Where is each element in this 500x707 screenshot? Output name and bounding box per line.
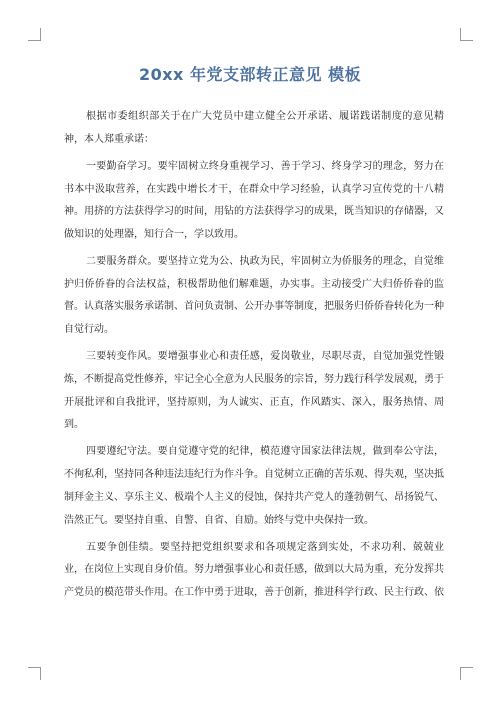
paragraph-discipline: 四要遵纪守法。要自觉遵守党的纪律，模范遵守国家法律法规，做到奉公守法，不徇私利，坚持同各种违法违纪行为作斗争。自觉树立正确的苦乐观、得失观，坚决抵制拜金主义、享乐主义、极端个人主义的侵蚀，保持共产党人的蓬勃朝气、昂扬锐气、浩然正气。要坚持自重、自警、自省、自励。始终与党中央保持一致。 <box>64 446 444 526</box>
crop-mark-top-right <box>460 28 473 41</box>
crop-mark-top-left <box>28 28 41 41</box>
document-title: 20xx 年党支部转正意见 模板 <box>138 65 362 84</box>
paragraph-intro: 根据市委组织部关于在广大党员中建立健全公开承诺、履诺践诺制度的意见精神，本人郑重承诺： <box>64 111 444 145</box>
crop-mark-bottom-right <box>460 667 473 680</box>
paragraph-change-style: 三要转变作风。要增强事业心和责任感，爱岗敬业，尽职尽责，自觉加强党性锻炼，不断提高党性修养，牢记全心全意为人民服务的宗旨，努力践行科学发展观，勇于开展批评和自我批评，坚持原则，为人诚实、正直，作风踏实、深入，服务热情、周到。 <box>64 351 444 431</box>
crop-mark-bottom-left <box>28 667 41 680</box>
paragraph-study: 一要勤奋学习。要牢固树立终身重视学习、善于学习、终身学习的理念，努力在书本中汲取营养，在实践中增长才干，在群众中学习经验，认真学习宣传党的十八精神。用挤的方法获得学习的时间，用钻的方法获得学习的成果，既当知识的存储器，又做知识的处理器，知行合一，学以致用。 <box>64 160 444 240</box>
paragraph-achievements: 五要争创佳绩。要坚持把党组织要求和各项规定落到实处，不求功利、兢兢业业，在岗位上实现自身价值。努力增强事业心和责任感，做到以大局为重，充分发挥共产党员的模范带头作用。在工作中勇于进取，善于创新，推进科学行政、民主行政、依 <box>64 541 444 599</box>
document-body <box>64 106 444 609</box>
paragraph-serve-masses: 二要服务群众。要坚持立党为公、执政为民，牢固树立为侨服务的理念，自觉维护归侨侨眷的合法权益，积极帮助他们解难题，办实事。主动接受广大归侨侨眷的监督。认真落实服务承诺制、首问负责制、公开办事等制度，把服务归侨侨眷转化为一种自觉行动。 <box>64 256 444 336</box>
